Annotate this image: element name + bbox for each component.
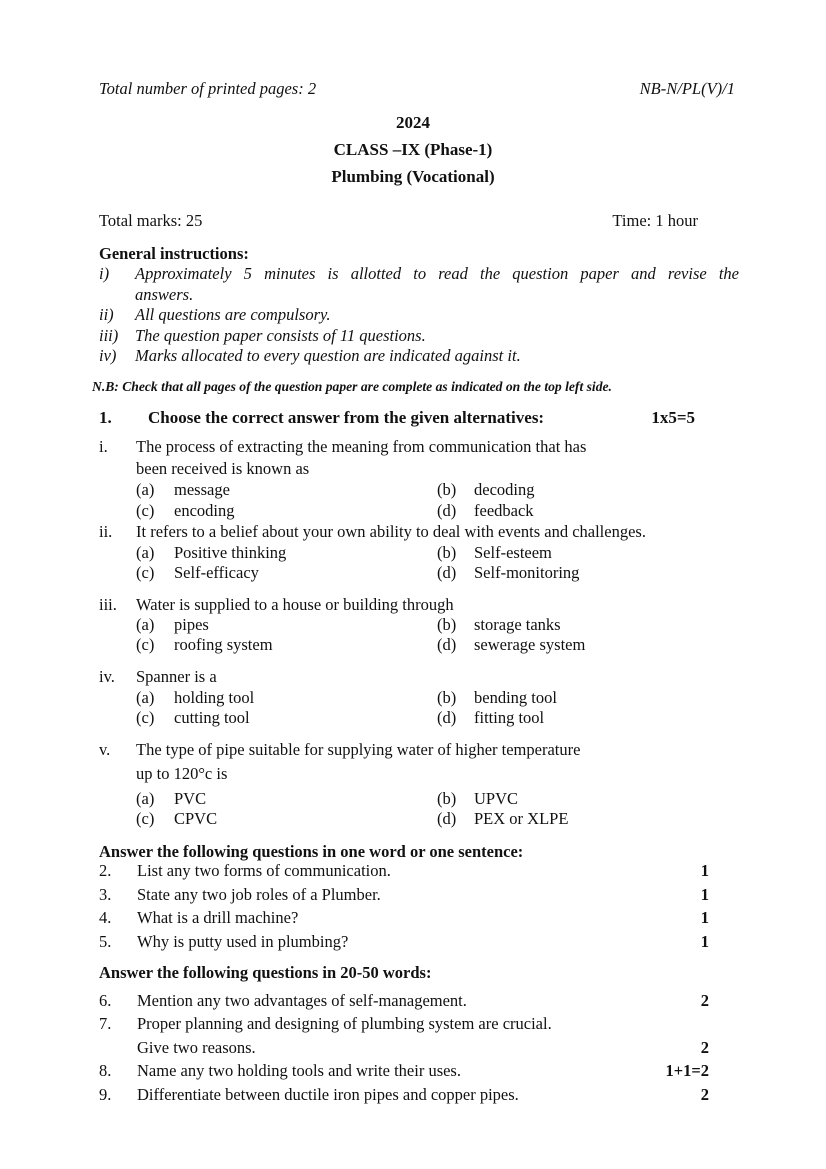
instruction-num: i) (99, 264, 110, 283)
question-text: Spanner is a (136, 667, 217, 686)
time-allowed: Time: 1 hour (612, 211, 698, 230)
option-text: pipes (174, 615, 209, 634)
option-label: (c) (136, 563, 155, 582)
instruction-text-cont: answers. (135, 285, 194, 304)
section1-heading: Choose the correct answer from the given alternatives: (148, 408, 545, 427)
class-line: CLASS –IX (Phase-1) (333, 140, 493, 159)
instruction-text: Marks allocated to every question are indicated against it. (135, 346, 521, 365)
option-text: Positive thinking (174, 543, 287, 562)
question-text: Proper planning and designing of plumbing system are crucial. (137, 1014, 552, 1033)
option-text: encoding (174, 501, 235, 520)
option-label: (b) (437, 480, 457, 499)
option-text: UPVC (474, 789, 519, 808)
option-label: (b) (437, 789, 457, 808)
option-label: (d) (437, 635, 457, 654)
option-label: (c) (136, 809, 155, 828)
question-number: v. (99, 740, 111, 759)
option-text: Self-efficacy (174, 563, 259, 582)
question-text-cont: up to 120°c is (136, 764, 228, 783)
question-text: Differentiate between ductile iron pipes and copper pipes. (137, 1085, 519, 1104)
option-label: (c) (136, 708, 155, 727)
question-text-cont: been received is known as (136, 459, 310, 478)
question-text: Why is putty used in plumbing? (137, 932, 349, 951)
question-text: The type of pipe suitable for supplying water of higher temperature (136, 740, 581, 759)
section2-heading: Answer the following questions in one word or one sentence: (99, 842, 524, 861)
option-label: (c) (136, 635, 155, 654)
question-marks: 2 (700, 1085, 709, 1104)
option-label: (a) (136, 688, 155, 707)
option-label: (d) (437, 563, 457, 582)
question-text: Name any two holding tools and write their uses. (137, 1061, 461, 1080)
question-number: iv. (99, 667, 115, 686)
question-marks: 1 (700, 932, 709, 951)
option-text: roofing system (174, 635, 273, 654)
option-label: (d) (437, 809, 457, 828)
question-number: 2. (99, 861, 112, 880)
question-text: It refers to a belief about your own ability to deal with events and challenges. (136, 522, 646, 541)
question-marks: 1 (700, 885, 709, 904)
question-marks: 1+1=2 (665, 1061, 709, 1080)
instruction-text: Approximately 5 minutes is allotted to read the question paper and revise the (135, 264, 739, 283)
option-label: (a) (136, 789, 155, 808)
option-text: cutting tool (174, 708, 250, 727)
question-number: 4. (99, 908, 112, 927)
question-marks: 1 (700, 861, 709, 880)
question-marks: 2 (700, 991, 709, 1010)
question-marks: 1 (700, 908, 709, 927)
option-text: PEX or XLPE (474, 809, 569, 828)
option-text: message (174, 480, 230, 499)
question-number: 9. (99, 1085, 112, 1104)
option-label: (a) (136, 543, 155, 562)
question-marks: 2 (700, 1038, 709, 1057)
instruction-num: ii) (99, 305, 114, 324)
section3-heading: Answer the following questions in 20-50 words: (99, 963, 432, 982)
question-text: Mention any two advantages of self-management. (137, 991, 467, 1010)
option-text: CPVC (174, 809, 218, 828)
option-text: holding tool (174, 688, 255, 707)
question-number: 6. (99, 991, 112, 1010)
option-label: (a) (136, 615, 155, 634)
instructions-heading: General instructions: (99, 244, 249, 263)
option-text: fitting tool (474, 708, 545, 727)
question-text-cont: Give two reasons. (137, 1038, 256, 1057)
question-number: 3. (99, 885, 112, 904)
question-text: State any two job roles of a Plumber. (137, 885, 381, 904)
question-number: 8. (99, 1061, 112, 1080)
option-text: storage tanks (474, 615, 561, 634)
question-text: List any two forms of communication. (137, 861, 391, 880)
instruction-text: The question paper consists of 11 questions. (135, 326, 426, 345)
total-marks: Total marks: 25 (99, 211, 203, 230)
question-text: Water is supplied to a house or building through (136, 595, 454, 614)
option-text: Self-monitoring (474, 563, 580, 582)
option-label: (d) (437, 501, 457, 520)
option-text: decoding (474, 480, 535, 499)
exam-year: 2024 (396, 113, 430, 132)
instruction-num: iv) (99, 346, 117, 365)
option-text: bending tool (474, 688, 557, 707)
option-label: (b) (437, 543, 457, 562)
section1-number: 1. (99, 408, 112, 427)
option-label: (b) (437, 615, 457, 634)
option-label: (d) (437, 708, 457, 727)
question-number: ii. (99, 522, 113, 541)
question-number: 7. (99, 1014, 112, 1033)
option-text: Self-esteem (474, 543, 552, 562)
question-number: i. (99, 437, 108, 456)
option-text: sewerage system (474, 635, 586, 654)
paper-code: NB-N/PL(V)/1 (639, 79, 735, 98)
option-label: (a) (136, 480, 155, 499)
question-number: iii. (99, 595, 117, 614)
question-text: The process of extracting the meaning from communication that has (136, 437, 587, 456)
subject-title: Plumbing (Vocational) (331, 167, 495, 186)
option-label: (c) (136, 501, 155, 520)
section1-marks: 1x5=5 (651, 408, 695, 427)
instruction-num: iii) (99, 326, 119, 345)
printed-pages-note: Total number of printed pages: 2 (99, 79, 317, 98)
option-text: feedback (474, 501, 534, 520)
question-number: 5. (99, 932, 112, 951)
option-text: PVC (174, 789, 207, 808)
nb-note: N.B: Check that all pages of the question paper are complete as indicated on the top left side. (92, 379, 612, 394)
question-text: What is a drill machine? (137, 908, 299, 927)
option-label: (b) (437, 688, 457, 707)
instruction-text: All questions are compulsory. (135, 305, 331, 324)
